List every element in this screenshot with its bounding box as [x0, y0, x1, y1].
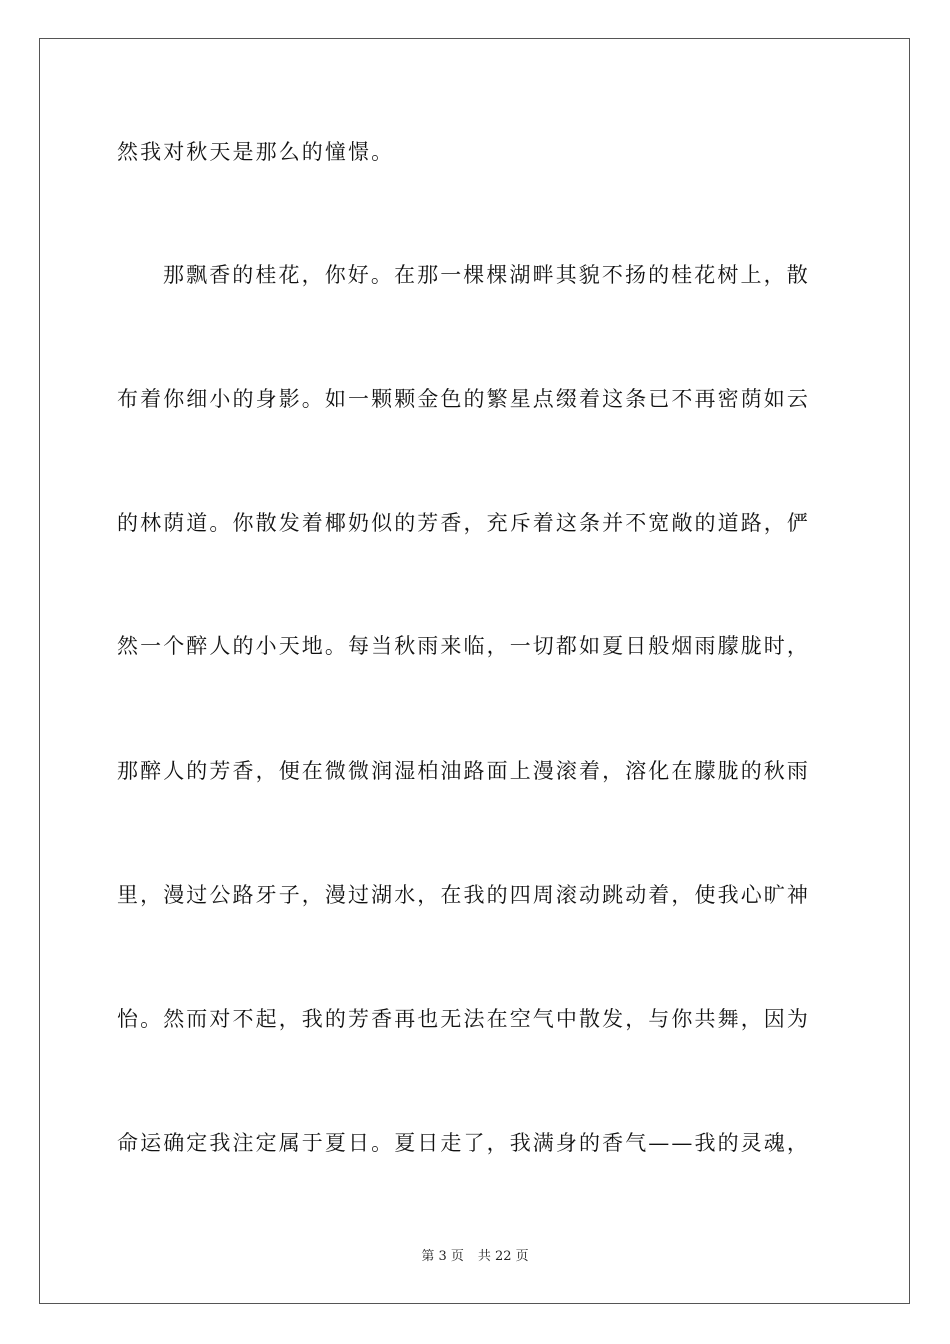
page-border — [39, 38, 910, 1304]
text-line: 布着你细小的身影。如一颗颗金色的繁星点缀着这条已不再密荫如云 — [117, 387, 810, 411]
text-line-paragraph-start: 那飘香的桂花，你好。在那一棵棵湖畔其貌不扬的桂花树上，散 — [163, 263, 810, 287]
total-pages: 共 22 页 — [477, 1249, 529, 1264]
text-line: 的林荫道。你散发着椰奶似的芳香，充斥着这条并不宽敞的道路，俨 — [117, 511, 810, 535]
text-line: 命运确定我注定属于夏日。夏日走了，我满身的香气——我的灵魂， — [117, 1131, 810, 1155]
text-line: 里，漫过公路牙子，漫过湖水，在我的四周滚动跳动着，使我心旷神 — [117, 883, 810, 907]
text-line: 怡。然而对不起，我的芳香再也无法在空气中散发，与你共舞，因为 — [117, 1007, 810, 1031]
page-number: 第 3 页 — [421, 1249, 464, 1264]
page-footer — [0, 1248, 950, 1266]
text-line: 然我对秋天是那么的憧憬。 — [117, 140, 395, 164]
text-line: 那醉人的芳香，便在微微润湿柏油路面上漫滚着，溶化在朦胧的秋雨 — [117, 759, 810, 783]
text-line: 然一个醉人的小天地。每当秋雨来临，一切都如夏日般烟雨朦胧时， — [117, 634, 810, 658]
